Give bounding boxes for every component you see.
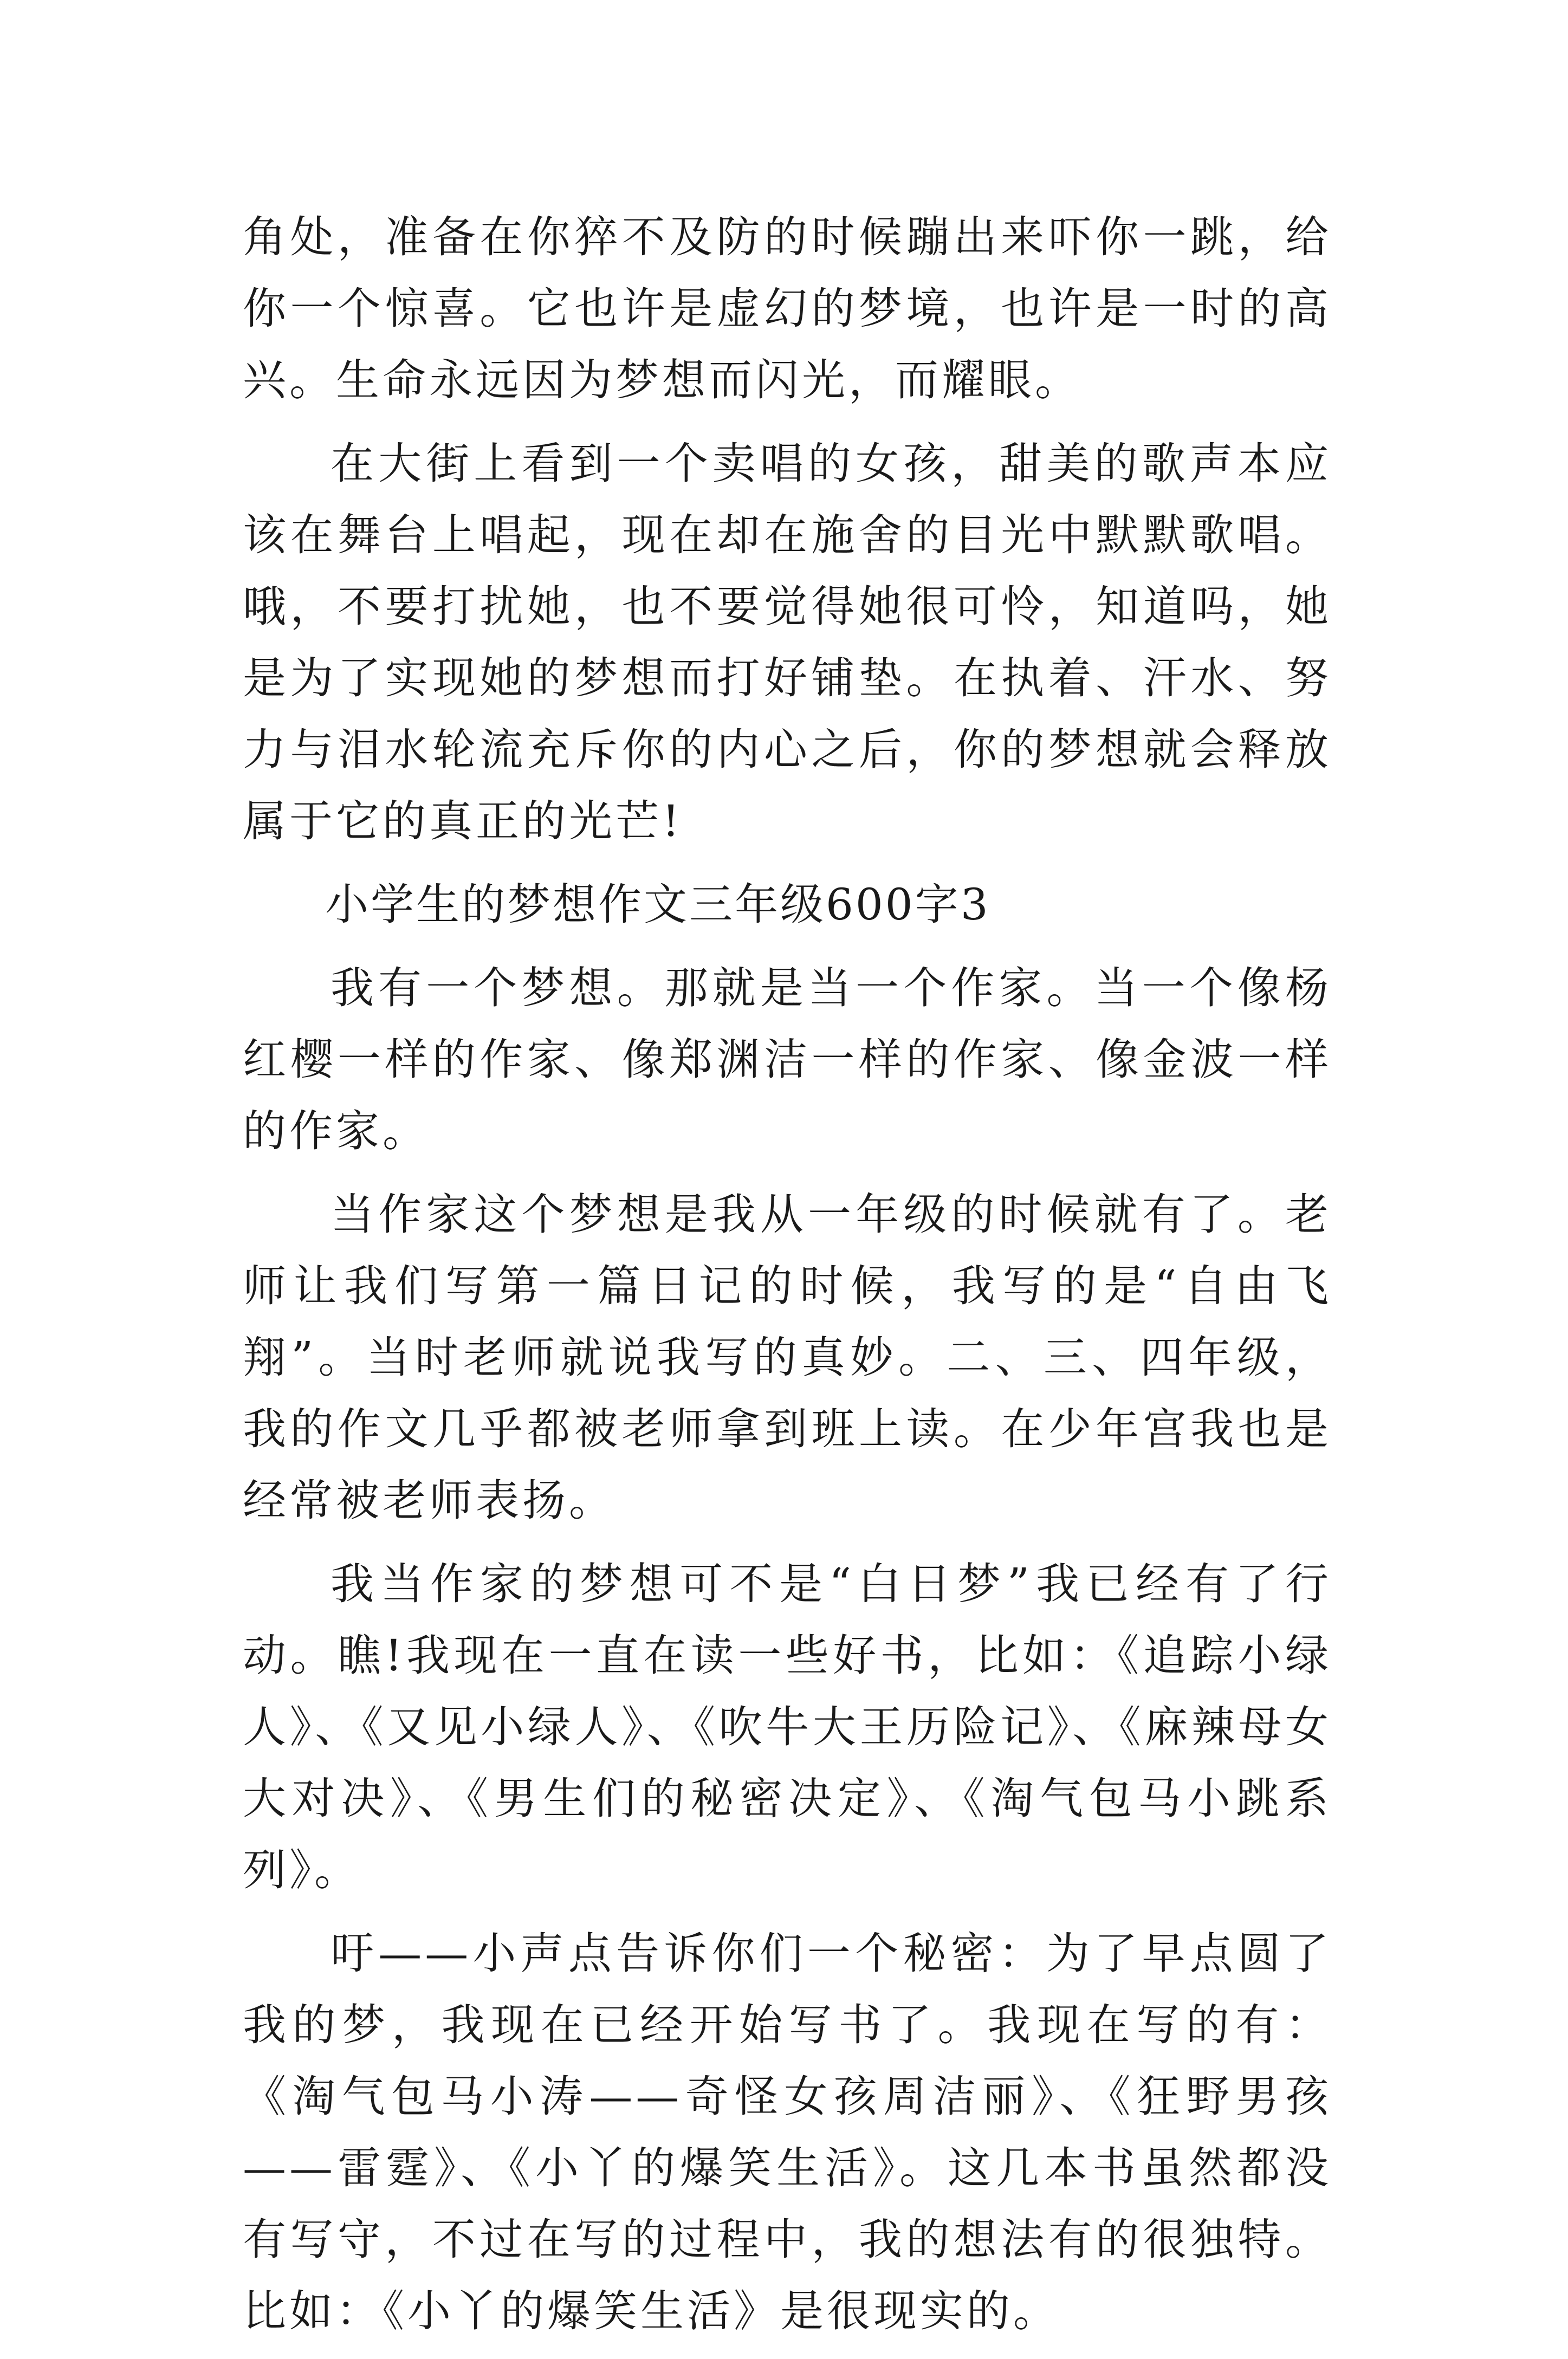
paragraph: 吁——小声点告诉你们一个秘密：为了早点圆了我的梦，我现在已经开始写书了。我现在写的有：《淘气包马小涛——奇怪女孩周洁丽》、《狂野男孩——雷霆》、《小丫的爆笑生活》。这几本书虽然都没有写守，不过在写的过程中，我的想法有的很独特。比如：《小丫的爆笑生活》是很现实的。 <box>243 1928 1332 2336</box>
paragraph: 我有一个梦想。那就是当一个作家。当一个像杨红樱一样的作家、像郑渊洁一样的作家、像金波一样的作家。 <box>243 963 1332 1156</box>
section-heading: 小学生的梦想作文三年级600字3 <box>325 879 990 930</box>
document-body <box>243 202 1332 2359</box>
paragraph: 在大街上看到一个卖唱的女孩，甜美的歌声本应该在舞台上唱起，现在却在施舍的目光中默默歌唱。哦，不要打扰她，也不要觉得她很可怜，知道吗，她是为了实现她的梦想而打好铺垫。在执着、汗水、努力与泪水轮流充斥你的内心之后，你的梦想就会释放属于它的真正的光芒! <box>243 438 1332 846</box>
paragraph: 当作家这个梦想是我从一年级的时候就有了。老师让我们写第一篇日记的时候，我写的是“自由飞翔”。当时老师就说我写的真妙。二、三、四年级，我的作文几乎都被老师拿到班上读。在少年宫我也是经常被老师表扬。 <box>243 1189 1332 1526</box>
paragraph-continued: 角处，准备在你猝不及防的时候蹦出来吓你一跳，给你一个惊喜。它也许是虚幻的梦境，也许是一时的高兴。生命永远因为梦想而闪光，而耀眼。 <box>243 212 1332 405</box>
paragraph: 我当作家的梦想可不是“白日梦”我已经有了行动。瞧!我现在一直在读一些好书，比如：《追踪小绿人》、《又见小绿人》、《吹牛大王历险记》、《麻辣母女大对决》、《男生们的秘密决定》、《淘气包马小跳系列》。 <box>243 1559 1332 1895</box>
